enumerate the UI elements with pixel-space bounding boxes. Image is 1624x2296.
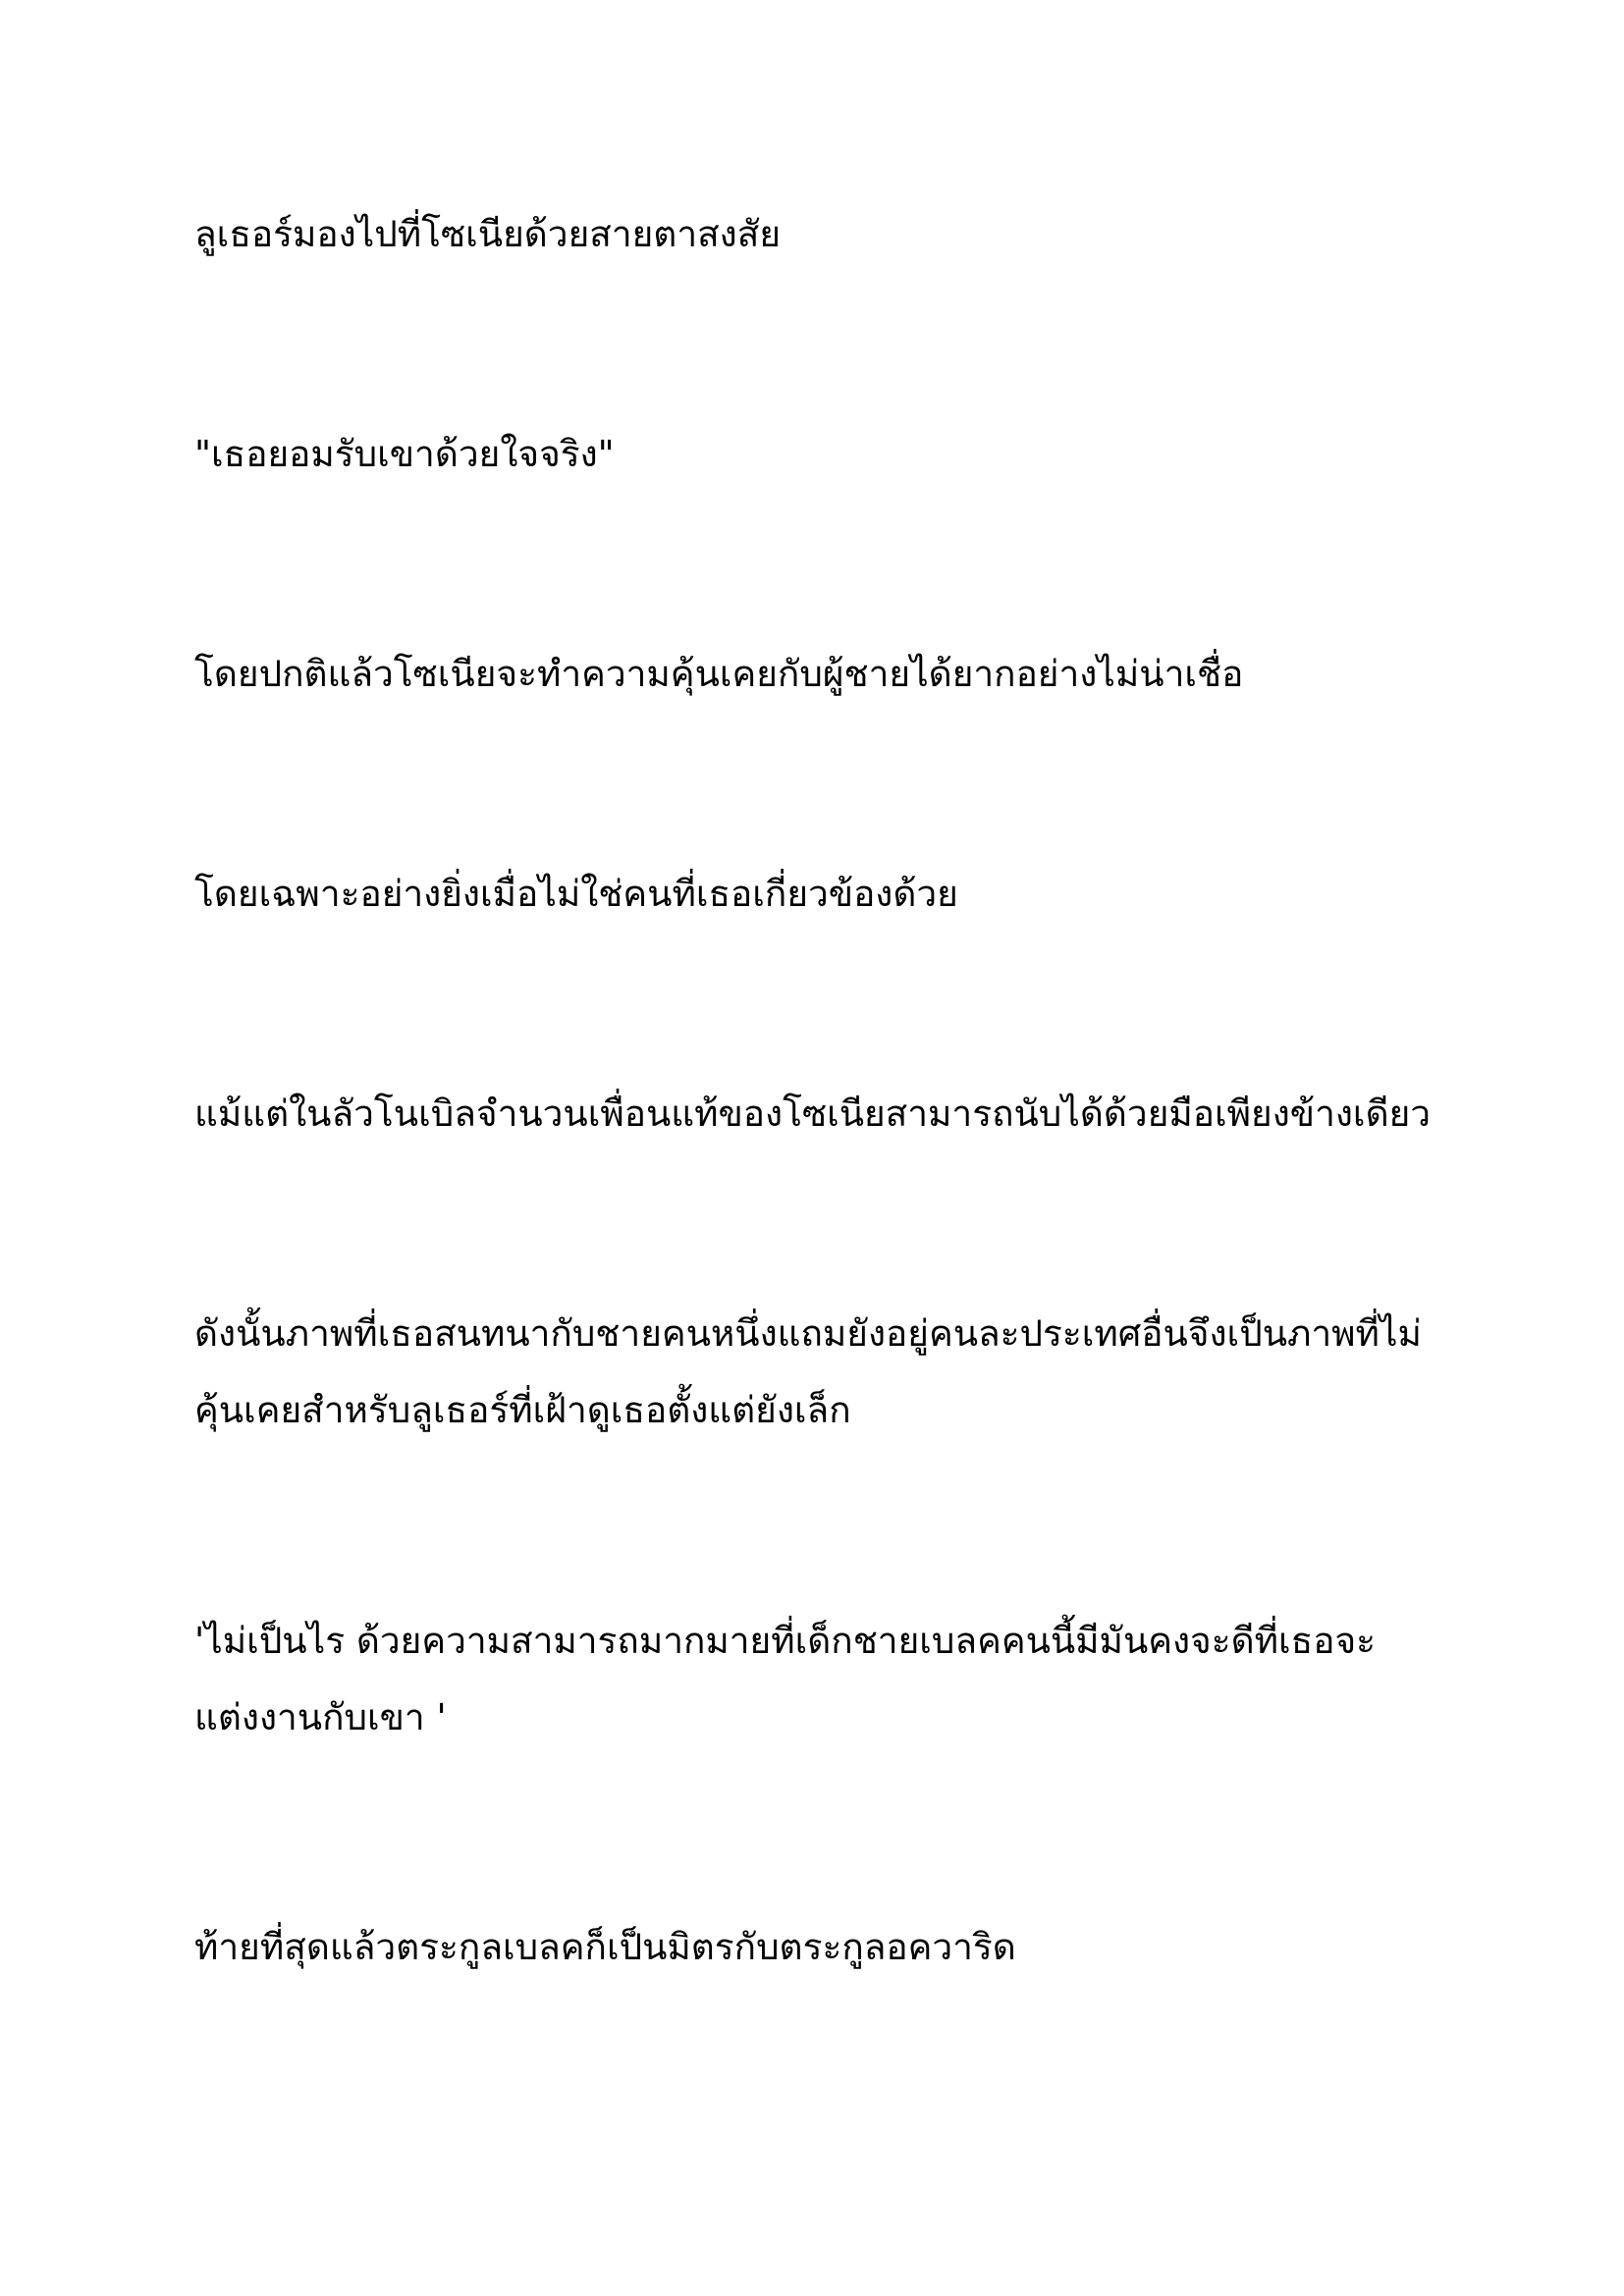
paragraph-2: "เธอยอมรับเขาด้วยใจจริง" bbox=[194, 433, 615, 475]
paragraph-7: 'ไม่เป็นไร ด้วยความสามารถมากมายที่เด็กชายเบลคคนนี้มีมันคงจะดีที่เธอจะแต่งงานกับเขา ' bbox=[194, 1620, 1377, 1738]
paragraph-1: ลูเธอร์มองไปที่โซเนียด้วยสายตาสงสัย bbox=[194, 213, 782, 255]
paragraph-5: แม้แต่ในลัวโนเบิลจำนวนเพื่อนแท้ของโซเนียสามารถนับได้ด้วยมือเพียงข้างเดียว bbox=[194, 1093, 1432, 1135]
paragraph-3: โดยปกติแล้วโซเนียจะทำความคุ้นเคยกับผู้ชายได้ยากอย่างไม่น่าเชื่อ bbox=[194, 653, 1244, 695]
paragraph-4: โดยเฉพาะอย่างยิ่งเมื่อไม่ใช่คนที่เธอเกี่ยวข้องด้วย bbox=[194, 873, 958, 915]
paragraph-6: ดังนั้นภาพที่เธอสนทนากับชายคนหนึ่งแถมยังอยู่คนละประเทศอื่นจึงเป็นภาพที่ไม่คุ้นเคยสำหรับลูเธอร์ที่เฝ้าดูเธอตั้งแต่ยังเล็ก bbox=[194, 1312, 1422, 1431]
paragraph-8: ท้ายที่สุดแล้วตระกูลเบลคก็เป็นมิตรกับตระกูลอควาริด bbox=[194, 1926, 1016, 1968]
